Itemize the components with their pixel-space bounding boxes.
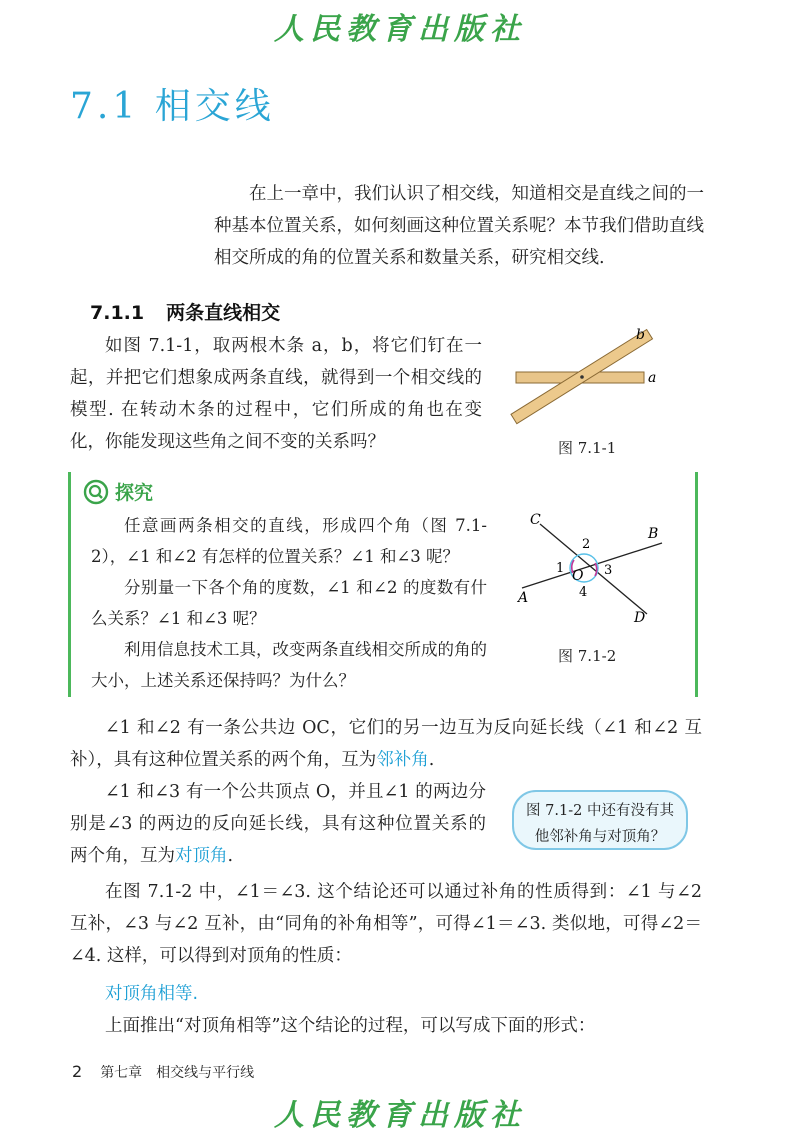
figure-2-caption: 图 7.1-2 xyxy=(558,647,617,665)
line-AB xyxy=(522,543,662,588)
paragraph-vertical-angles xyxy=(70,776,486,872)
paragraph-1: 如图 7.1-1，取两根木条 a，b，将它们钉在一起，并把它们想象成两条直线，就得到一个相交线的模型. 在转动木条的过程中，它们所成的角也在变化，你能发现这些角之间不变的关系吗？ xyxy=(70,336,482,452)
label-4: 4 xyxy=(579,585,588,600)
angle-3-arc xyxy=(595,563,597,576)
para3-end: . xyxy=(227,846,234,866)
subsection-heading xyxy=(90,298,280,325)
paragraph-proof: 在图 7.1-2 中，∠1＝∠3. 这个结论还可以通过补角的性质得到：∠1 与∠2 互补，∠3 与∠2 互补，由“同角的补角相等”，可得∠1＝∠3. 类似地，可得∠2＝∠4. 这样，可以得到对顶角的性质： xyxy=(70,882,702,966)
page-footer xyxy=(72,1062,254,1082)
term-vertical-angles: 对顶角 xyxy=(175,846,228,866)
publisher-watermark-top: 人民教育出版社 xyxy=(274,12,526,47)
explore-p2: 分别量一下各个角的度数，∠1 和∠2 的度数有什么关系？∠1 和∠3 呢？ xyxy=(91,578,487,628)
explore-p1: 任意画两条相交的直线，形成四个角（图 7.1-2），∠1 和∠2 有怎样的位置关系？∠1 和∠3 呢？ xyxy=(91,516,487,566)
publisher-watermark-bottom: 人民教育出版社 xyxy=(274,1098,526,1133)
page-number: 2 xyxy=(72,1062,83,1081)
label-D: D xyxy=(634,610,646,626)
explore-text xyxy=(91,510,487,696)
label-1: 1 xyxy=(556,561,565,576)
explore-heading xyxy=(83,478,153,505)
subsection-number: 7.1.1 xyxy=(90,302,145,324)
explore-heading-text: 探究 xyxy=(115,482,154,504)
paragraph-conclusion: 上面推出“对顶角相等”这个结论的过程，可以写成下面的形式： xyxy=(105,1016,596,1036)
explore-p3: 利用信息技术工具，改变两条直线相交所成的角的大小，上述关系还保持吗？为什么？ xyxy=(91,640,487,690)
label-A: A xyxy=(518,590,529,606)
nail xyxy=(580,375,584,379)
paragraph-adjacent-supplementary xyxy=(70,712,702,776)
figure-7-1-2 xyxy=(512,510,682,630)
explore-magnifier-icon xyxy=(83,479,109,505)
section-title: 7.1 相交线 xyxy=(70,86,275,127)
para2-end: . xyxy=(428,750,435,770)
question-callout: 图 7.1-2 中还有没有其他邻补角与对顶角？ xyxy=(512,790,688,850)
property-statement: 对顶角相等. xyxy=(105,984,199,1004)
para3-text: ∠1 和∠3 有一个公共顶点 O，并且∠1 的两边分别是∠3 的两边的反向延长线，具有这种位置关系的两个角，互为 xyxy=(70,782,486,866)
label-C: C xyxy=(530,512,541,528)
para2-text: ∠1 和∠2 有一条公共边 OC，它们的另一边互为反向延长线（∠1 和∠2 互补），具有这种位置关系的两个角，互为 xyxy=(70,718,702,770)
figure-1-caption: 图 7.1-1 xyxy=(558,439,617,457)
label-3: 3 xyxy=(604,563,613,578)
label-B: B xyxy=(648,526,659,542)
label-2: 2 xyxy=(582,537,591,552)
label-O: O xyxy=(572,568,584,584)
figure-7-1-1 xyxy=(510,325,670,430)
label-a: a xyxy=(648,370,657,386)
intro-paragraph: 在上一章中，我们认识了相交线，知道相交是直线之间的一种基本位置关系，如何刻画这种位置关系呢？本节我们借助直线相交所成的角的位置关系和数量关系，研究相交线. xyxy=(214,184,704,268)
chapter-name: 第七章 相交线与平行线 xyxy=(100,1065,255,1081)
term-adjacent-supplementary: 邻补角 xyxy=(376,750,429,770)
subsection-title: 两条直线相交 xyxy=(166,302,281,324)
label-b: b xyxy=(636,327,645,343)
